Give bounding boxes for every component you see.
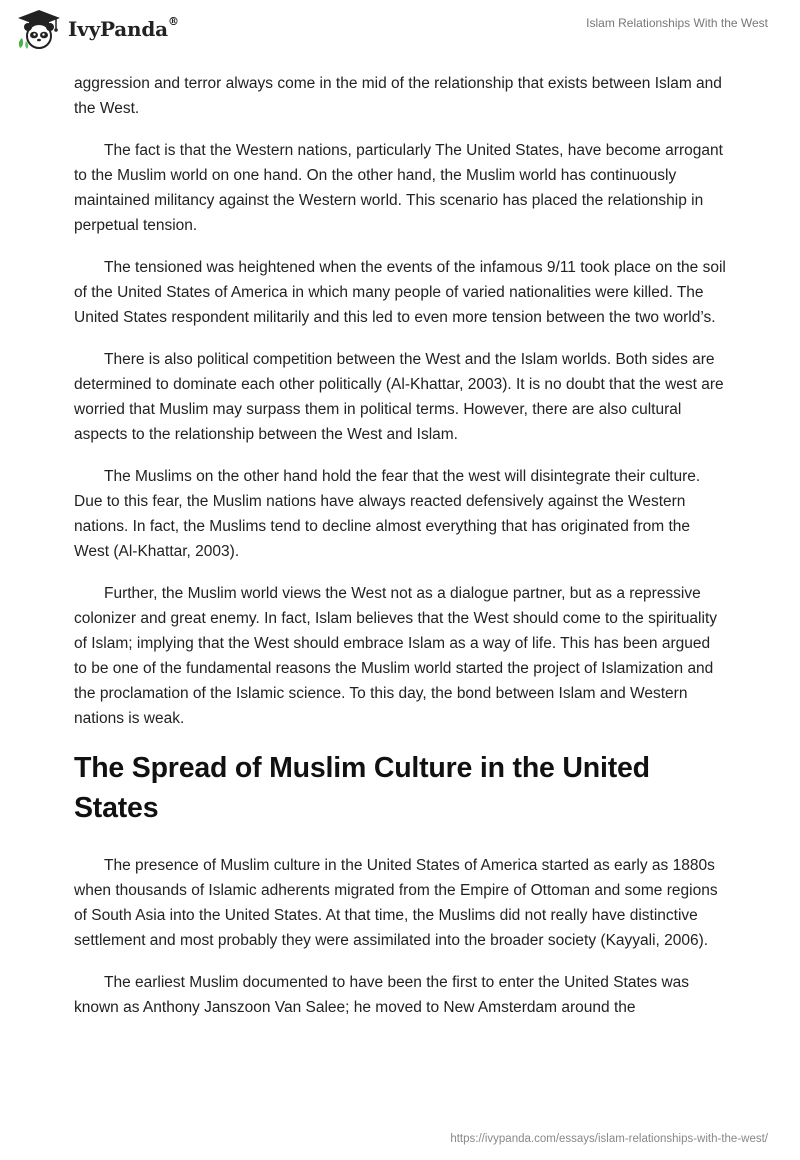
page-header: [0, 0, 800, 70]
section-heading: The Spread of Muslim Culture in the United States: [74, 752, 650, 824]
brand-name: IvyPanda®: [68, 15, 179, 41]
essay-body: [74, 71, 726, 1037]
paragraph: The Muslims on the other hand hold the fear that the west will disintegrate their culture. Due to this fear, the Muslim nations have always reacted defensively against the Western nations. In fact, the Muslims tend to decline almost everything that has originated from the West (Al-Khattar, 2003).: [74, 468, 701, 560]
paragraph: The presence of Muslim culture in the United States of America started as early as 1880s when thousands of Islamic adherents migrated from the Empire of Ottoman and some regions of South Asia into the United States. At that time, the Muslims did not really have distinctive settlement and most probably they were assimilated into the broader society (Kayyali, 2006).: [74, 857, 718, 949]
paragraph: The tensioned was heightened when the events of the infamous 9/11 took place on the soil of the United States of America in which many people of varied nationalities were killed. The United States respondent militarily and this led to even more tension between the two world’s.: [74, 259, 726, 326]
paragraph: There is also political competition between the West and the Islam worlds. Both sides are determined to dominate each other politically (Al-Khattar, 2003). It is no doubt that the west are worried that Muslim may surpass them in political terms. However, there are also cultural aspects to the relationship between the West and Islam.: [74, 351, 724, 443]
ivypanda-logo[interactable]: [16, 8, 179, 50]
document-title: Islam Relationships With the West: [586, 16, 768, 30]
paragraph: Further, the Muslim world views the West not as a dialogue partner, but as a repressive colonizer and great enemy. In fact, Islam believes that the West should come to the spirituality of Islam; implying that the West should embrace Islam as a way of life. This has been argued to be one of the fundamental reasons the Muslim world started the project of Islamization and the proclamation of the Islamic science. To this day, the bond between Islam and Western nations is weak.: [74, 585, 718, 727]
registered-mark: ®: [167, 15, 179, 29]
paragraph-continued: aggression and terror always come in the mid of the relationship that exists between Islam and the West.: [74, 75, 722, 117]
panda-graduate-icon: [16, 8, 62, 50]
paragraph: The fact is that the Western nations, particularly The United States, have become arrogant to the Muslim world on one hand. On the other hand, the Muslim world has continuously maintained militancy against the Western world. This scenario has placed the relationship in perpetual tension.: [74, 142, 723, 234]
source-url[interactable]: https://ivypanda.com/essays/islam-relationships-with-the-west/: [450, 1133, 768, 1145]
paragraph: The earliest Muslim documented to have been the first to enter the United States was known as Anthony Janszoon Van Salee; he moved to New Amsterdam around the: [74, 974, 690, 1016]
